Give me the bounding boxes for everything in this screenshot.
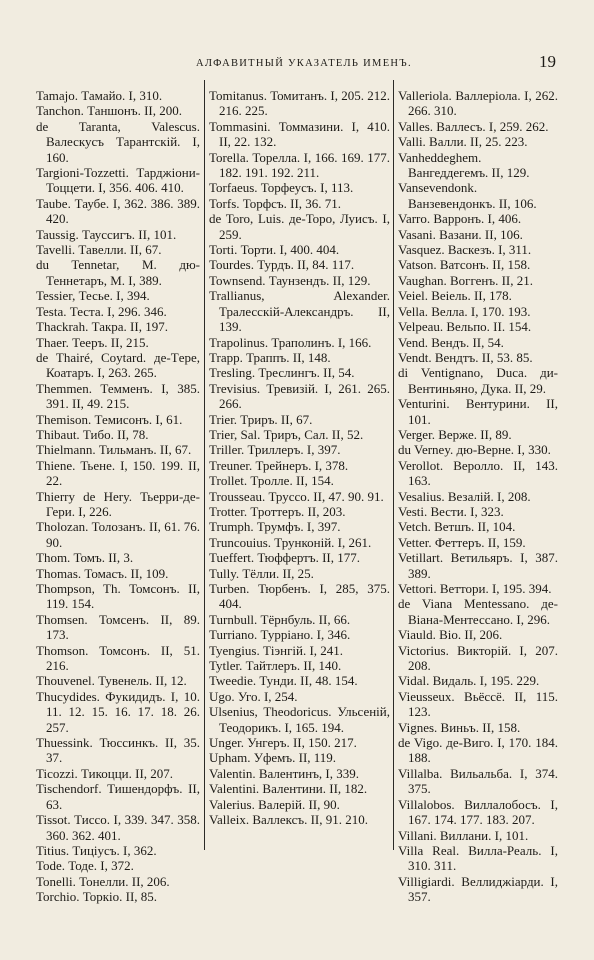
index-entry: Titius. Тиціусъ. I, 362. <box>36 842 157 858</box>
page-header <box>36 52 556 76</box>
index-entry: de Toro, Luis. де-Торо, Луисъ. I, 259. <box>209 211 390 242</box>
index-entry: Vanheddeghem. Вангеддегемъ. II, 129. <box>398 149 530 181</box>
index-entry: du Verney. дю-Верне. I, 330. <box>398 442 551 458</box>
index-entry: Tueffert. Тюффертъ. II, 177. <box>209 550 360 566</box>
index-entry: Villigiardi. Веллиджіарди. I, 357. <box>398 873 558 905</box>
index-entry: Thuessink. Тюссинкъ. II, 35. 37. <box>36 735 200 766</box>
index-entry: Vetter. Феттеръ. II, 159. <box>398 534 526 550</box>
index-entry: Truncouius. Трунконій. I, 261. <box>209 534 372 550</box>
index-entry: Valleix. Валлексъ. II, 91. 210. <box>209 812 369 828</box>
index-column-1 <box>36 88 200 905</box>
index-entry: Valerius. Валерій. II, 90. <box>209 796 340 812</box>
index-entry: Trallianus, Alexander. Тралесскій-Александръ. II, 139. <box>209 288 390 335</box>
index-entry: Vella. Велла. I, 170. 193. <box>398 303 531 319</box>
index-entry: Veiel. Веіель. II, 178. <box>398 288 512 304</box>
index-entry: Thompson, Th. Томсонъ. II, 119. 154. <box>36 581 200 612</box>
index-entry: Thomsen. Томсенъ. II, 89. 173. <box>36 611 200 643</box>
index-entry: Tomitanus. Томитанъ. I, 205. 212. 216. 225. <box>209 88 390 119</box>
index-entry: Trapp. Траппъ. II, 148. <box>209 349 331 365</box>
index-entry: Valentin. Валентинъ, I, 339. <box>209 765 359 781</box>
index-entry: Tamajo. Тамайо. I, 310. <box>36 88 163 103</box>
index-entry: Varro. Варронъ. I, 406. <box>398 211 522 227</box>
index-entry: Verollot. Веролло. II, 143. 163. <box>398 457 558 489</box>
index-entry: du Tennetar, M. дю-Теннетаръ, M. I, 389. <box>36 257 200 288</box>
index-entry: Vatson. Ватсонъ. II, 158. <box>398 257 531 273</box>
index-entry: Thielmann. Тильманъ. II, 67. <box>36 442 192 458</box>
index-entry: Tommasini. Томмазини. I, 410. II, 22. 132. <box>209 118 390 150</box>
index-entry: de Thairé, Coytard. де-Tере, Коатаръ. I, 263. 265. <box>36 349 200 381</box>
index-column-3 <box>398 88 558 905</box>
index-entry: Vetch. Ветшъ. II, 104. <box>398 519 516 535</box>
index-entry: Vignes. Виньъ. II, 158. <box>398 719 521 735</box>
index-entry: di Ventignano, Duca. ди-Вентиньяно, Дука. II, 29. <box>398 365 558 396</box>
column-divider <box>204 80 205 850</box>
index-entry: Torfs. Торфсъ. II, 36. 71. <box>209 195 342 211</box>
index-entry: Trotter. Троттеръ. II, 203. <box>209 503 346 519</box>
index-entry: Thomson. Томсонъ. II, 51. 216. <box>36 642 200 674</box>
index-entry: Turben. Тюрбенъ. I, 285, 375. 404. <box>209 581 390 612</box>
index-entry: Vendt. Вендтъ. II, 53. 85. <box>398 349 533 365</box>
index-entry: Velpeau. Вельпо. II. 154. <box>398 319 532 335</box>
index-entry: Victorius. Викторій. I, 207. 208. <box>398 642 558 674</box>
column-divider <box>393 80 394 850</box>
index-entry: Valles. Валлесъ. I, 259. 262. <box>398 118 549 134</box>
index-entry: Unger. Унгеръ. II, 150. 217. <box>209 735 357 751</box>
index-entry: Vasquez. Васкезъ. I, 311. <box>398 242 532 258</box>
index-entry: Villalba. Вильальба. I, 374. 375. <box>398 765 558 797</box>
index-entry: Thibaut. Тибо. II, 78. <box>36 426 149 442</box>
index-entry: Tweedie. Тунди. II, 48. 154. <box>209 673 358 689</box>
index-entry: Verger. Верже. II, 89. <box>398 426 512 442</box>
index-entry: Vasani. Вазани. II, 106. <box>398 226 523 242</box>
index-entry: Tholozan. Толозанъ. II, 61. 76. 90. <box>36 519 200 550</box>
index-entry: Torella. Торелла. I, 166. 169. 177. 182. 191. 192. 211. <box>209 149 390 181</box>
index-entry: Townsend. Таунзендъ. II, 129. <box>209 272 371 288</box>
index-entry: Turnbull. Тёрнбуль. II, 66. <box>209 611 351 627</box>
index-entry: Targioni-Tozzetti. Тарджіони-Тоццети. I, 356. 406. 410. <box>36 165 200 196</box>
index-entry: Tytler. Тайтлеръ. II, 140. <box>209 658 342 674</box>
index-entry: Torti. Торти. I, 400. 404. <box>209 242 340 258</box>
index-entry: Taussig. Тауссигъ. II, 101. <box>36 226 177 242</box>
index-entry: Tonelli. Тонелли. II, 206. <box>36 873 170 889</box>
index-entry: Villani. Виллани. I, 101. <box>398 827 529 843</box>
index-entry: Tavelli. Тавелли. II, 67. <box>36 242 162 258</box>
index-entry: Tanchon. Таншонъ. II, 200. <box>36 103 183 119</box>
index-entry: Tyengius. Тіэнгій. I, 241. <box>209 642 344 658</box>
index-entry: Viauld. Віо. II, 206. <box>398 627 503 643</box>
index-entry: Tischendorf. Тишендорфъ. II, 63. <box>36 781 200 812</box>
index-column-2 <box>209 88 390 828</box>
index-entry: Trapolinus. Траполинъ. I, 166. <box>209 334 372 350</box>
index-entry: Turriano. Турріано. I, 346. <box>209 627 351 643</box>
index-entry: Trumph. Трумфъ. I, 397. <box>209 519 341 535</box>
index-entry: Vesalius. Везалій. I, 208. <box>398 488 531 504</box>
index-entry: Tode. Тоде. I, 372. <box>36 858 134 874</box>
index-entry: Vetillart. Ветильяръ. I, 387. 389. <box>398 550 558 581</box>
index-entry: Thackrah. Такра. II, 197. <box>36 319 168 335</box>
index-entry: Villa Real. Вилла-Реаль. I, 310. 311. <box>398 842 558 874</box>
index-entry: Thom. Томъ. II, 3. <box>36 550 134 566</box>
index-entry: Testa. Теста. I, 296. 346. <box>36 303 167 319</box>
index-entry: Taube. Таубе. I, 362. 386. 389. 420. <box>36 195 200 227</box>
index-entry: de Taranta, Valescus. Валескусъ Тарантскій. I, 160. <box>36 118 200 165</box>
index-entry: Vesti. Вести. I, 323. <box>398 503 504 519</box>
index-entry: Trier. Триръ. II, 67. <box>209 411 313 427</box>
index-entry: Vend. Вендъ. II, 54. <box>398 334 504 350</box>
index-entry: Vidal. Видаль. I, 195. 229. <box>398 673 540 689</box>
index-entry: Tully. Тёлли. II, 25. <box>209 565 314 581</box>
index-entry: Venturini. Вентурини. II, 101. <box>398 396 558 427</box>
index-entry: Treuner. Трейнеръ. I, 378. <box>209 457 349 473</box>
index-entry: Vettori. Веттори. I, 195. 394. <box>398 581 552 596</box>
index-entry: Torchio. Торкіо. II, 85. <box>36 889 158 905</box>
index-entry: Triller. Триллеръ. I, 397. <box>209 442 341 458</box>
index-entry: Thomas. Томасъ. II, 109. <box>36 565 169 581</box>
index-entry: Valli. Валли. II, 25. 223. <box>398 134 528 150</box>
index-entry: de Vigo. де-Виго. I, 170. 184. 188. <box>398 735 558 766</box>
index-entry: de Viana Mentessano. де-Віана-Ментессано. I, 296. <box>398 596 558 627</box>
index-entry: Trollet. Тролле. II, 154. <box>209 473 334 489</box>
index-entry: Tissot. Тиссо. I, 339. 347. 358. 360. 362. 401. <box>36 812 200 843</box>
index-entry: Trousseau. Труссо. II, 47. 90. 91. <box>209 488 384 504</box>
index-entry: Ugo. Уго. I, 254. <box>209 688 298 704</box>
page-number: 19 <box>539 52 556 71</box>
index-entry: Thiene. Тьене. I, 150. 199. II, 22. <box>36 457 200 489</box>
index-entry: Trevisius. Тревизій. I, 261. 265. 266. <box>209 380 390 412</box>
index-entry: Thaer. Тееръ. II, 215. <box>36 334 149 350</box>
index-entry: Themison. Темисонъ. I, 61. <box>36 411 183 427</box>
index-entry: Villalobos. Виллалобосъ. I, 167. 174. 177. 183. 207. <box>398 796 558 828</box>
index-entry: Thouvenel. Тувенель. II, 12. <box>36 673 187 689</box>
index-entry: Trier, Sal. Триръ, Сал. II, 52. <box>209 426 364 442</box>
index-entry: Tourdes. Турдъ. II, 84. 117. <box>209 257 355 273</box>
index-entry: Valentini. Валентини. II, 182. <box>209 781 368 797</box>
running-title: АЛФАВИТНЫЙ УКАЗАТЕЛЬ ИМЕНЪ. <box>196 58 412 69</box>
index-entry: Torfaeus. Торфеусъ. I, 113. <box>209 180 354 196</box>
index-entry: Thierry de Hery. Тьерри-де-Гери. I, 226. <box>36 488 200 519</box>
index-entry: Valleriola. Валлеріола. I, 262. 266. 310. <box>398 88 558 119</box>
index-entry: Upham. Уфемъ. II, 119. <box>209 750 337 766</box>
index-entry: Ulsenius, Theodoricus. Ульсеній, Теодорикъ. I, 165. 194. <box>209 704 390 735</box>
index-entry: Vieusseux. Вьёссё. II, 115. 123. <box>398 688 558 720</box>
index-entry: Vaughan. Воггенъ. II, 21. <box>398 272 534 288</box>
index-entry: Tresling. Треслингъ. II, 54. <box>209 365 355 381</box>
index-entry: Vansevendonk. Ванзевендонкъ. II, 106. <box>398 180 537 211</box>
index-entry: Thucydides. Фукидидъ. I, 10. 11. 12. 15. 16. 17. 18. 26. 257. <box>36 688 200 735</box>
index-entry: Tessier, Тесье. I, 394. <box>36 288 150 304</box>
index-entry: Themmen. Темменъ. I, 385. 391. II, 49. 215. <box>36 380 200 412</box>
index-entry: Ticozzi. Тикоцци. II, 207. <box>36 765 174 781</box>
